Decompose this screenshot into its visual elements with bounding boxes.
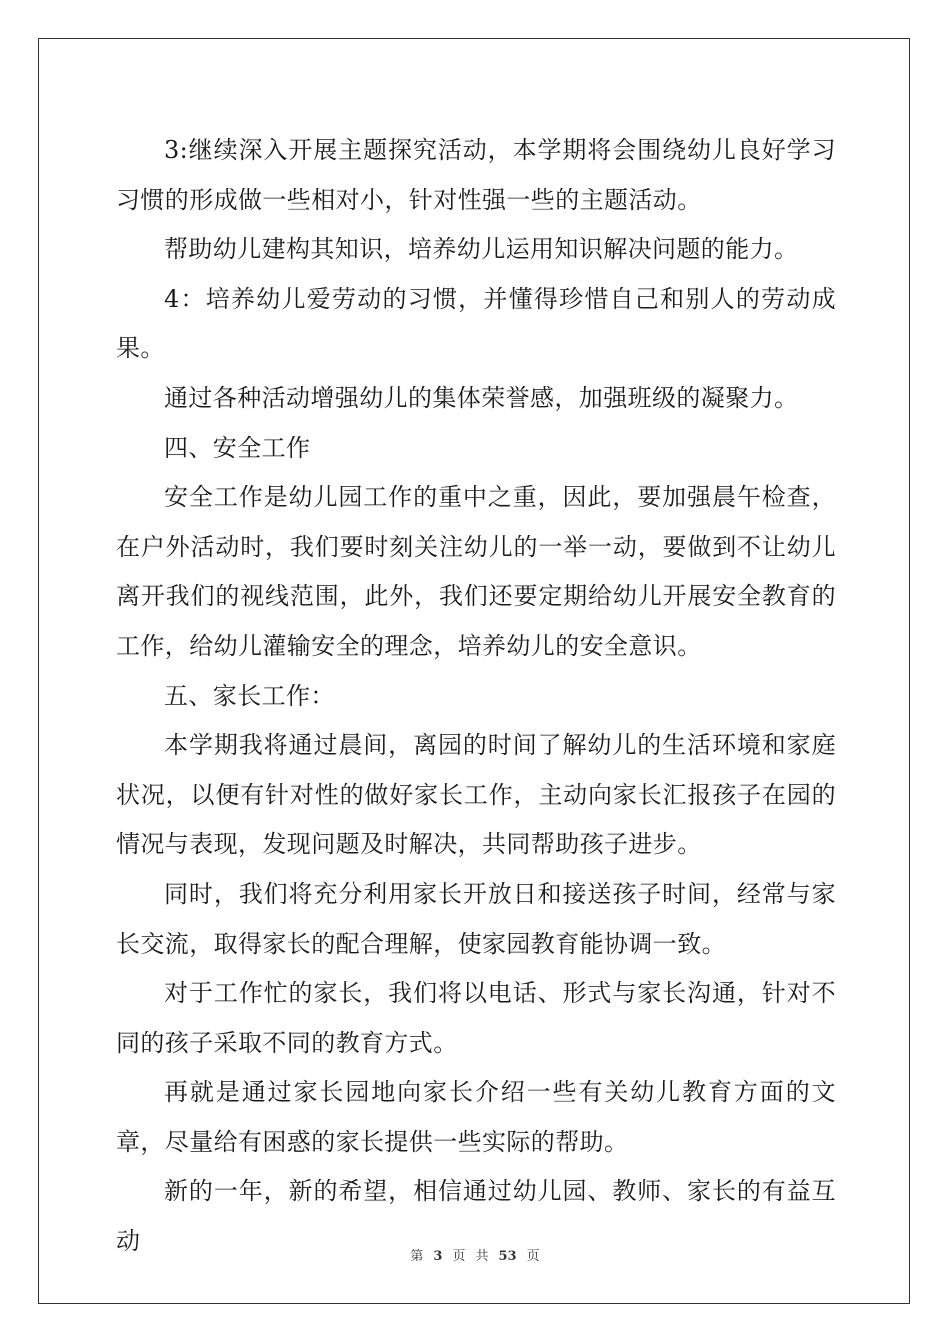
page-indicator [410,1249,465,1264]
section-heading: 五、家长工作： [164,681,335,710]
total-indicator [475,1249,539,1264]
page-prefix: 第 [410,1249,424,1264]
document-body [116,126,836,1267]
page-footer [0,1245,950,1264]
total-pages: 53 [498,1249,517,1264]
paragraph: 4：培养幼儿爱劳动的习惯，并懂得珍惜自己和别人的劳动成果。 [116,284,836,363]
page-suffix: 页 [452,1249,466,1264]
section-heading: 四、安全工作 [164,433,311,462]
page-number: 3 [433,1249,443,1264]
paragraph: 帮助幼儿建构其知识，培养幼儿运用知识解决问题的能力。 [164,235,799,264]
total-suffix: 页 [526,1249,540,1264]
paragraph: 3:继续深入开展主题探究活动，本学期将会围绕幼儿良好学习习惯的形成做一些相对小，针对性强一些的主题活动。 [116,136,836,214]
paragraph: 新的一年，新的希望，相信通过幼儿园、教师、家长的有益互动 [116,1177,836,1256]
paragraph: 本学期我将通过晨间，离园的时间了解幼儿的生活环境和家庭状况，以便有针对性的做好家长工作，主动向家长汇报孩子在园的情况与表现，发现问题及时解决，共同帮助孩子进步。 [116,731,836,859]
paragraph: 安全工作是幼儿园工作的重中之重，因此，要加强晨午检查，在户外活动时，我们要时刻关注幼儿的一举一动，要做到不让幼儿离开我们的视线范围，此外，我们还要定期给幼儿开展安全教育的工作，给幼儿灌输安全的理念，培养幼儿的安全意识。 [116,483,836,660]
total-prefix: 共 [475,1249,489,1264]
paragraph: 通过各种活动增强幼儿的集体荣誉感，加强班级的凝聚力。 [164,383,799,412]
paragraph: 再就是通过家长园地向家长介绍一些有关幼儿教育方面的文章，尽量给有困惑的家长提供一些实际的帮助。 [116,1078,836,1156]
paragraph: 对于工作忙的家长，我们将以电话、形式与家长沟通，针对不同的孩子采取不同的教育方式。 [116,979,836,1057]
paragraph: 同时，我们将充分利用家长开放日和接送孩子时间，经常与家长交流，取得家长的配合理解，使家园教育能协调一致。 [116,879,836,958]
